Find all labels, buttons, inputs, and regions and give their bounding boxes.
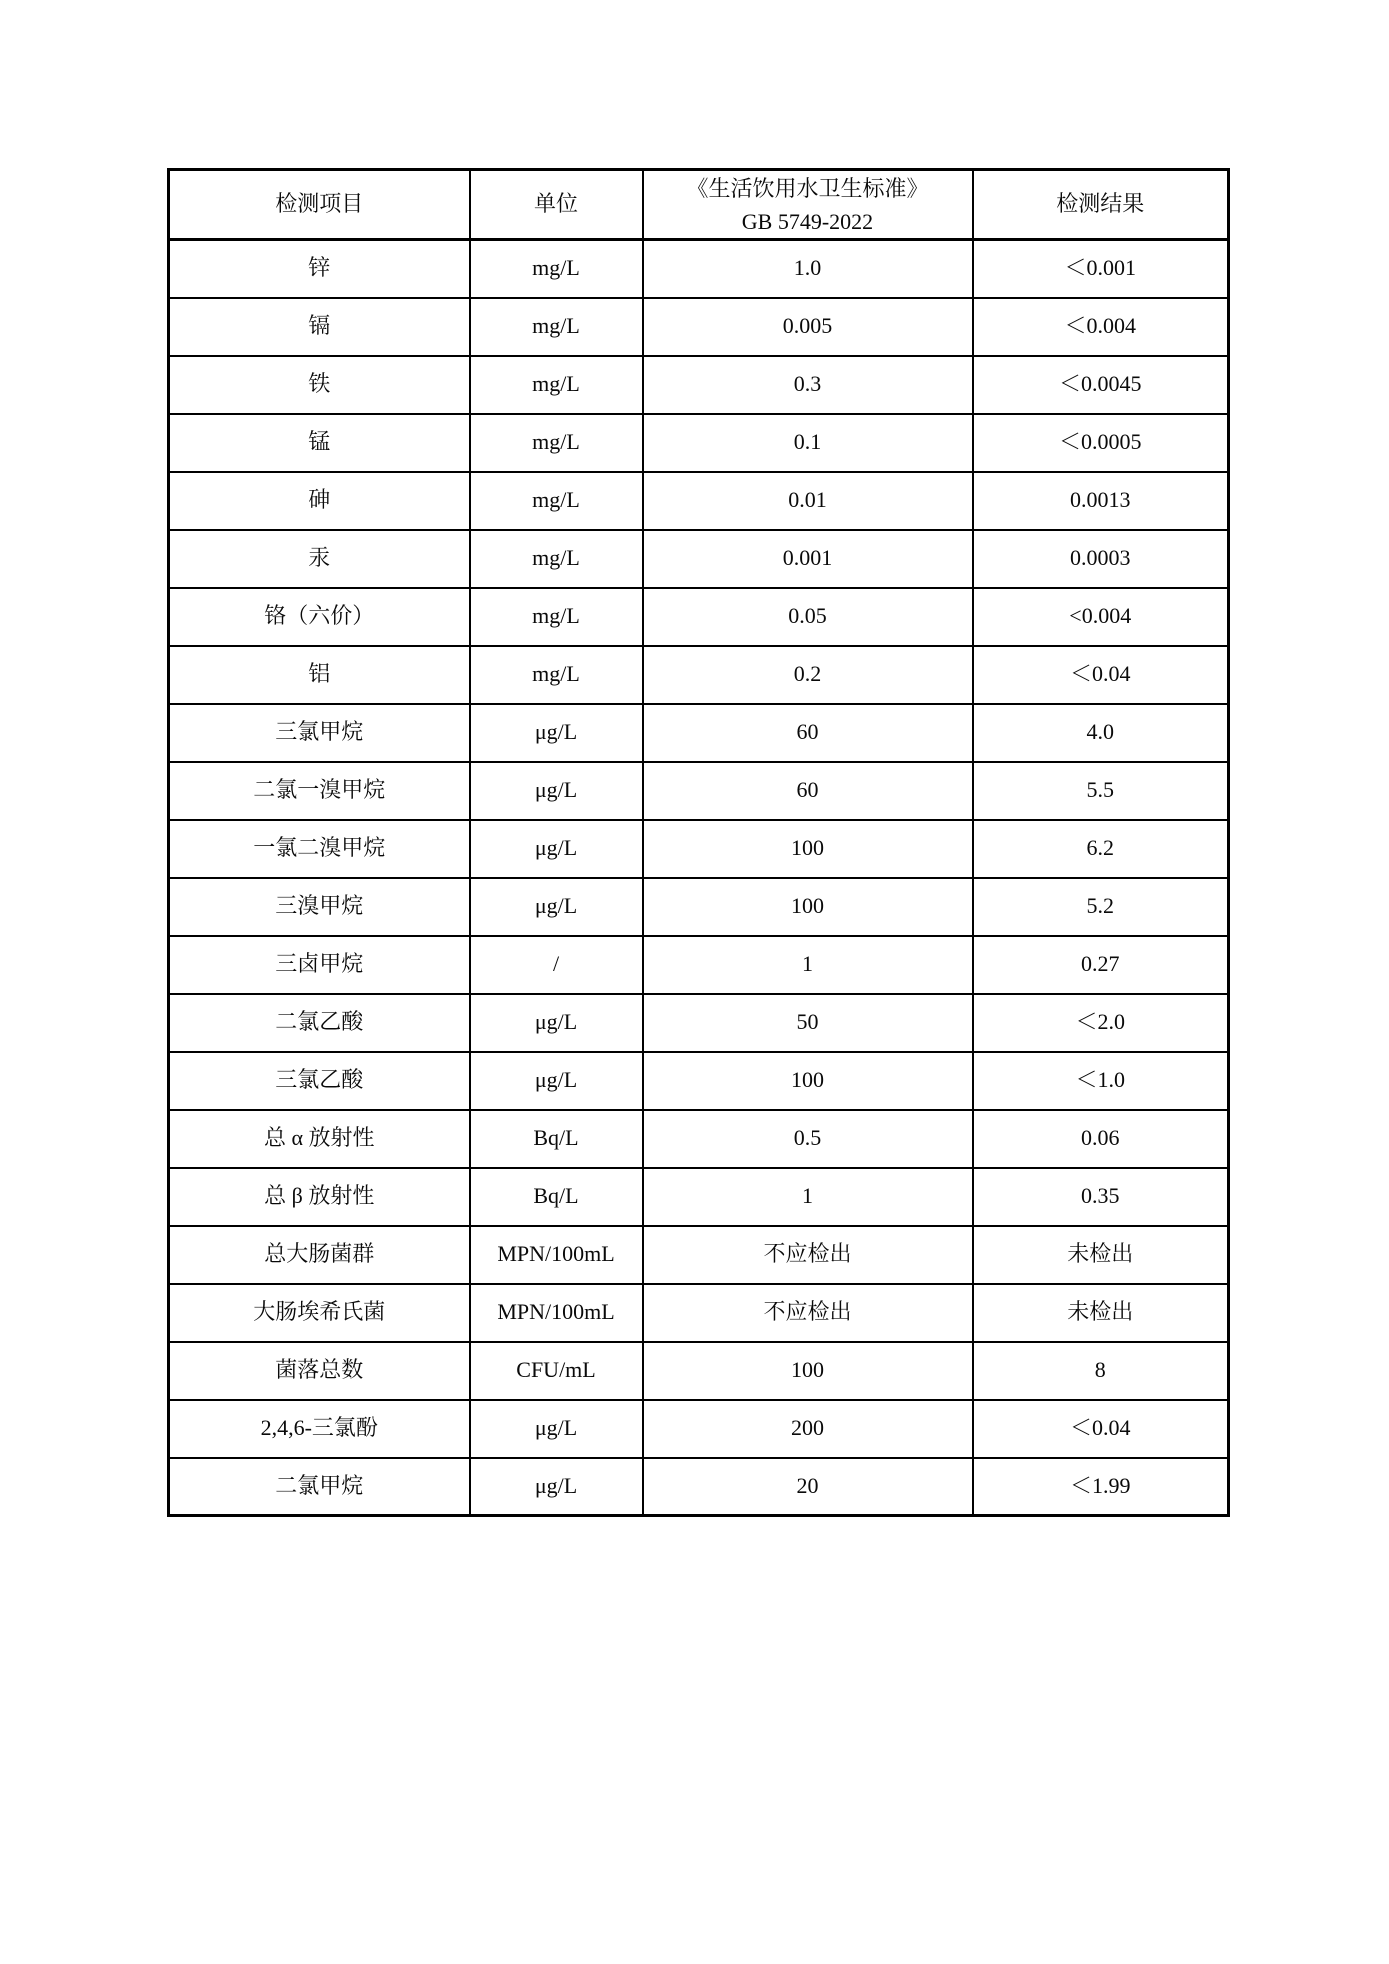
- unit-cell: μg/L: [470, 1400, 643, 1458]
- standard-cell: 1: [643, 936, 973, 994]
- standard-cell: 200: [643, 1400, 973, 1458]
- result-cell: 0.0013: [973, 472, 1229, 530]
- standard-cell: 0.01: [643, 472, 973, 530]
- unit-cell: mg/L: [470, 298, 643, 356]
- result-cell: ＜0.0005: [973, 414, 1229, 472]
- result-cell: 0.27: [973, 936, 1229, 994]
- header-unit: 单位: [470, 170, 643, 240]
- item-cell: 二氯甲烷: [169, 1458, 470, 1516]
- result-cell: <0.004: [973, 588, 1229, 646]
- item-cell: 锌: [169, 240, 470, 298]
- header-standard: [643, 170, 973, 240]
- unit-cell: μg/L: [470, 878, 643, 936]
- item-cell: 三溴甲烷: [169, 878, 470, 936]
- table-row: [169, 704, 1229, 762]
- result-cell: 0.06: [973, 1110, 1229, 1168]
- result-cell: 5.5: [973, 762, 1229, 820]
- item-cell: 2,4,6-三氯酚: [169, 1400, 470, 1458]
- table-row: [169, 298, 1229, 356]
- item-cell: 总 α 放射性: [169, 1110, 470, 1168]
- unit-cell: mg/L: [470, 588, 643, 646]
- table-row: [169, 1458, 1229, 1516]
- standard-cell: 100: [643, 820, 973, 878]
- header-test-item: 检测项目: [169, 170, 470, 240]
- table-row: [169, 646, 1229, 704]
- header-standard-title: 《生活饮用水卫生标准》: [686, 175, 929, 201]
- standard-cell: 不应检出: [643, 1226, 973, 1284]
- result-cell: ＜0.04: [973, 646, 1229, 704]
- standard-cell: 0.005: [643, 298, 973, 356]
- result-cell: 8: [973, 1342, 1229, 1400]
- standard-cell: 1: [643, 1168, 973, 1226]
- result-cell: ＜0.001: [973, 240, 1229, 298]
- result-cell: 6.2: [973, 820, 1229, 878]
- table-row: [169, 356, 1229, 414]
- standard-cell: 0.05: [643, 588, 973, 646]
- table-body: [169, 240, 1229, 1516]
- standard-cell: 0.001: [643, 530, 973, 588]
- standard-cell: 不应检出: [643, 1284, 973, 1342]
- item-cell: 总大肠菌群: [169, 1226, 470, 1284]
- item-cell: 三卤甲烷: [169, 936, 470, 994]
- unit-cell: μg/L: [470, 994, 643, 1052]
- header-test-result: 检测结果: [973, 170, 1229, 240]
- result-cell: 0.35: [973, 1168, 1229, 1226]
- unit-cell: μg/L: [470, 820, 643, 878]
- unit-cell: MPN/100mL: [470, 1284, 643, 1342]
- table-row: [169, 878, 1229, 936]
- table-row: [169, 414, 1229, 472]
- unit-cell: Bq/L: [470, 1110, 643, 1168]
- header-standard-code: GB 5749-2022: [741, 208, 874, 234]
- table-row: [169, 530, 1229, 588]
- unit-cell: CFU/mL: [470, 1342, 643, 1400]
- table-row: [169, 1284, 1229, 1342]
- item-cell: 菌落总数: [169, 1342, 470, 1400]
- result-cell: ＜0.0045: [973, 356, 1229, 414]
- standard-cell: 0.5: [643, 1110, 973, 1168]
- unit-cell: mg/L: [470, 646, 643, 704]
- table-row: [169, 472, 1229, 530]
- standard-cell: 0.3: [643, 356, 973, 414]
- result-cell: ＜0.04: [973, 1400, 1229, 1458]
- item-cell: 铁: [169, 356, 470, 414]
- table-row: [169, 994, 1229, 1052]
- table-row: [169, 588, 1229, 646]
- standard-cell: 100: [643, 878, 973, 936]
- item-cell: 铝: [169, 646, 470, 704]
- item-cell: 锰: [169, 414, 470, 472]
- unit-cell: mg/L: [470, 240, 643, 298]
- table-row: [169, 1110, 1229, 1168]
- table-row: [169, 762, 1229, 820]
- table-row: [169, 1226, 1229, 1284]
- item-cell: 总 β 放射性: [169, 1168, 470, 1226]
- item-cell: 三氯乙酸: [169, 1052, 470, 1110]
- standard-cell: 100: [643, 1342, 973, 1400]
- unit-cell: mg/L: [470, 530, 643, 588]
- table-header-row: [169, 170, 1229, 240]
- standard-cell: 60: [643, 762, 973, 820]
- item-cell: 镉: [169, 298, 470, 356]
- standard-cell: 60: [643, 704, 973, 762]
- table-row: [169, 1168, 1229, 1226]
- result-cell: ＜2.0: [973, 994, 1229, 1052]
- result-cell: 未检出: [973, 1226, 1229, 1284]
- item-cell: 二氯一溴甲烷: [169, 762, 470, 820]
- unit-cell: μg/L: [470, 762, 643, 820]
- table-row: [169, 1052, 1229, 1110]
- item-cell: 汞: [169, 530, 470, 588]
- table-row: [169, 240, 1229, 298]
- unit-cell: μg/L: [470, 704, 643, 762]
- result-cell: 0.0003: [973, 530, 1229, 588]
- unit-cell: μg/L: [470, 1458, 643, 1516]
- unit-cell: μg/L: [470, 1052, 643, 1110]
- unit-cell: /: [470, 936, 643, 994]
- result-cell: 4.0: [973, 704, 1229, 762]
- unit-cell: mg/L: [470, 472, 643, 530]
- water-quality-test-table: [167, 168, 1230, 1517]
- unit-cell: MPN/100mL: [470, 1226, 643, 1284]
- standard-cell: 1.0: [643, 240, 973, 298]
- result-cell: ＜0.004: [973, 298, 1229, 356]
- unit-cell: mg/L: [470, 414, 643, 472]
- unit-cell: Bq/L: [470, 1168, 643, 1226]
- result-cell: ＜1.0: [973, 1052, 1229, 1110]
- item-cell: 砷: [169, 472, 470, 530]
- item-cell: 一氯二溴甲烷: [169, 820, 470, 878]
- table-row: [169, 1400, 1229, 1458]
- standard-cell: 0.2: [643, 646, 973, 704]
- standard-cell: 50: [643, 994, 973, 1052]
- item-cell: 三氯甲烷: [169, 704, 470, 762]
- result-cell: 未检出: [973, 1284, 1229, 1342]
- result-cell: 5.2: [973, 878, 1229, 936]
- item-cell: 大肠埃希氏菌: [169, 1284, 470, 1342]
- table-row: [169, 820, 1229, 878]
- standard-cell: 0.1: [643, 414, 973, 472]
- item-cell: 二氯乙酸: [169, 994, 470, 1052]
- item-cell: 铬（六价）: [169, 588, 470, 646]
- table-row: [169, 1342, 1229, 1400]
- table-row: [169, 936, 1229, 994]
- standard-cell: 100: [643, 1052, 973, 1110]
- result-cell: ＜1.99: [973, 1458, 1229, 1516]
- standard-cell: 20: [643, 1458, 973, 1516]
- unit-cell: mg/L: [470, 356, 643, 414]
